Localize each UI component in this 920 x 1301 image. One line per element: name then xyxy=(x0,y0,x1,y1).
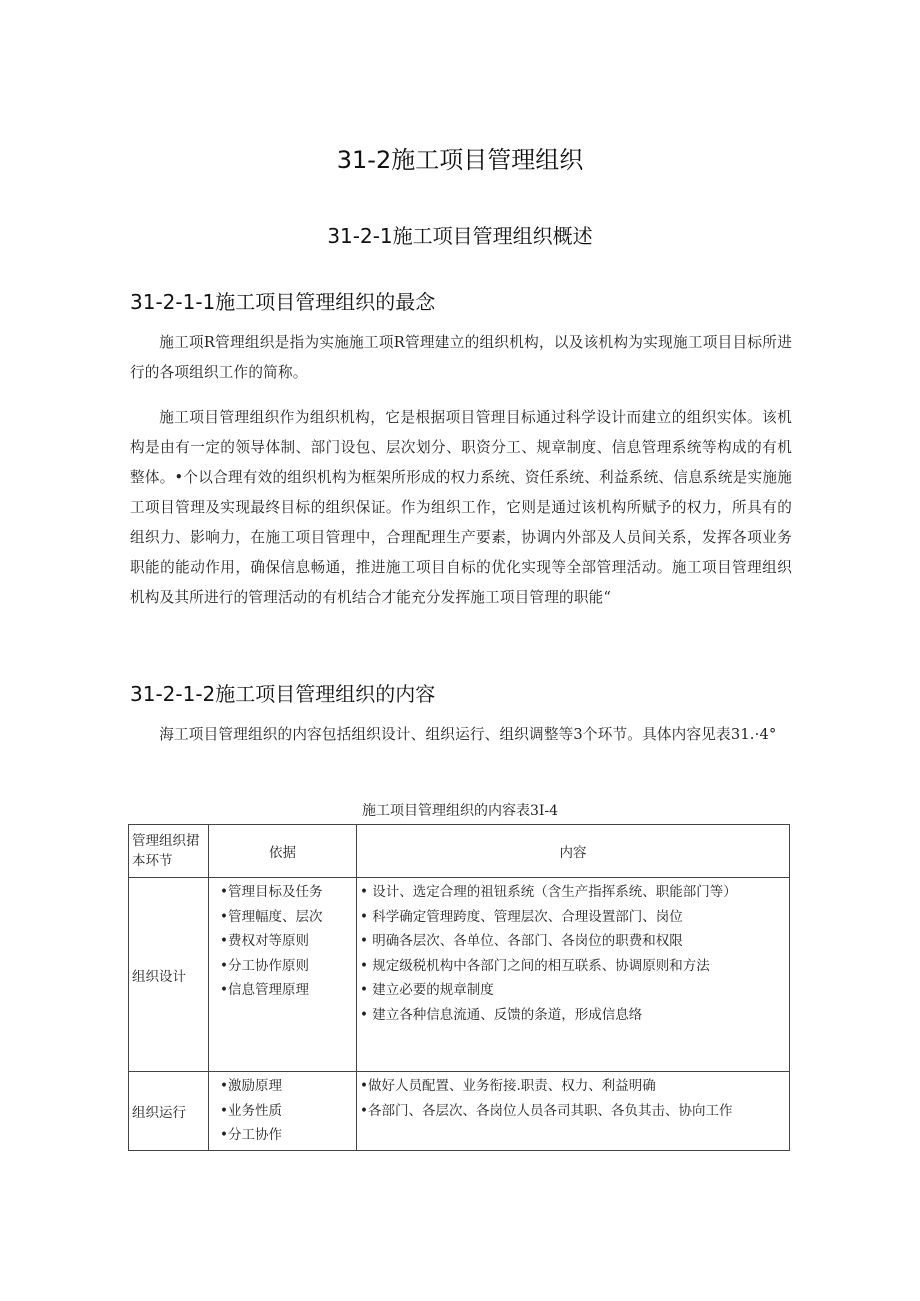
basis-item: •管理目标及任务 xyxy=(220,884,323,900)
basis-item: •费权对等原则 xyxy=(220,933,309,949)
content-item: • 科学确定管理跨度、管理层次、合理设置部门、岗位 xyxy=(360,908,683,925)
content-table xyxy=(128,824,790,1151)
table-row xyxy=(129,1072,790,1151)
content-item: •各部门、各层次、各岗位人员各司其职、各负其击、协向工作 xyxy=(360,1102,733,1119)
table-caption: 施工项目管理组织的内容表3I-4 xyxy=(361,803,559,819)
subsection-heading-2: 31-2-1-2施工项目管理组织的内容 xyxy=(130,682,436,706)
paragraph-2: 施工项目管理组织作为组织机构，它是根据项目管理目标通过科学设计而建立的组织实体。该机构是由有一定的领导体制、部门设包、层次划分、职资分工、规章制度、信息管理系统等构成的有机整体。•个以合理有效的组织机构为框架所形成的权力系统、资任系统、利益系统、信息系统是实施施工项目管理及实现最终目标的组织保证。作为组织工作，它则是通过该机构所赋予的权力，所具有的组织力、影响力，在施工项目管理中，合理配理生产要素，协调内外部及人员间关系，发挥各项业务职能的能动作用，确保信息畅通，推进施工项目自标的优化实现等全部管理活动。施工项目管理组织机构及其所进行的管理活动的有机结合才能充分发挥施工项目管理的职能“ xyxy=(130,409,792,606)
table-row xyxy=(129,878,790,1072)
basis-cell xyxy=(209,878,357,1072)
content-item: • 设计、选定合理的祖钮系统（含生产指挥系统、职能部门等） xyxy=(360,884,737,900)
stage-cell: 组织运行 xyxy=(129,1072,209,1151)
basis-item: •分工协作 xyxy=(220,1127,282,1143)
content-item: • 建立各种信息流通、反馈的条道，形成信息络 xyxy=(360,1006,643,1023)
content-cell xyxy=(357,878,790,1072)
paragraph-1: 施工项R管理组织是指为实施施工项R管理建立的组织机构，以及该机构为实现施工项目目标所进行的各项组织工作的简称。 xyxy=(130,334,792,381)
chapter-title: 31-2施工项目管理组织 xyxy=(336,146,584,174)
table-header-row xyxy=(129,825,790,878)
basis-item: •管理幅度、层次 xyxy=(220,908,323,925)
basis-cell xyxy=(209,1072,357,1151)
content-item: • 建立必要的规章制度 xyxy=(360,982,494,998)
stage-cell: 组织设计 xyxy=(129,878,209,1072)
header-basis: 依据 xyxy=(209,825,357,878)
content-item: •做好人员配置、业务衔接.职责、权力、利益明确 xyxy=(360,1078,656,1094)
header-stage: 管理组织捃本环节 xyxy=(129,825,209,878)
basis-item: •激励原理 xyxy=(220,1078,282,1094)
header-content: 内容 xyxy=(357,825,790,878)
section-title: 31-2-1施工项目管理组织概述 xyxy=(327,224,593,248)
basis-item: •分工协作原则 xyxy=(220,957,309,974)
content-cell xyxy=(357,1072,790,1151)
content-item: • 明确各层次、各单位、各部门、各岗位的职费和权限 xyxy=(360,933,683,949)
basis-item: •业务性质 xyxy=(220,1102,282,1119)
basis-item: •信息管理原理 xyxy=(220,982,309,998)
content-item: • 规定级税机构中各部门之间的相互联系、协调原则和方法 xyxy=(360,957,710,974)
subsection-heading-1: 31-2-1-1施工项目管理组织的最念 xyxy=(130,290,436,314)
paragraph-3: 海工项目管理组织的内容包括组织设计、组织运行、组织调整等3个环节。具体内容见表31.·4° xyxy=(159,726,777,743)
